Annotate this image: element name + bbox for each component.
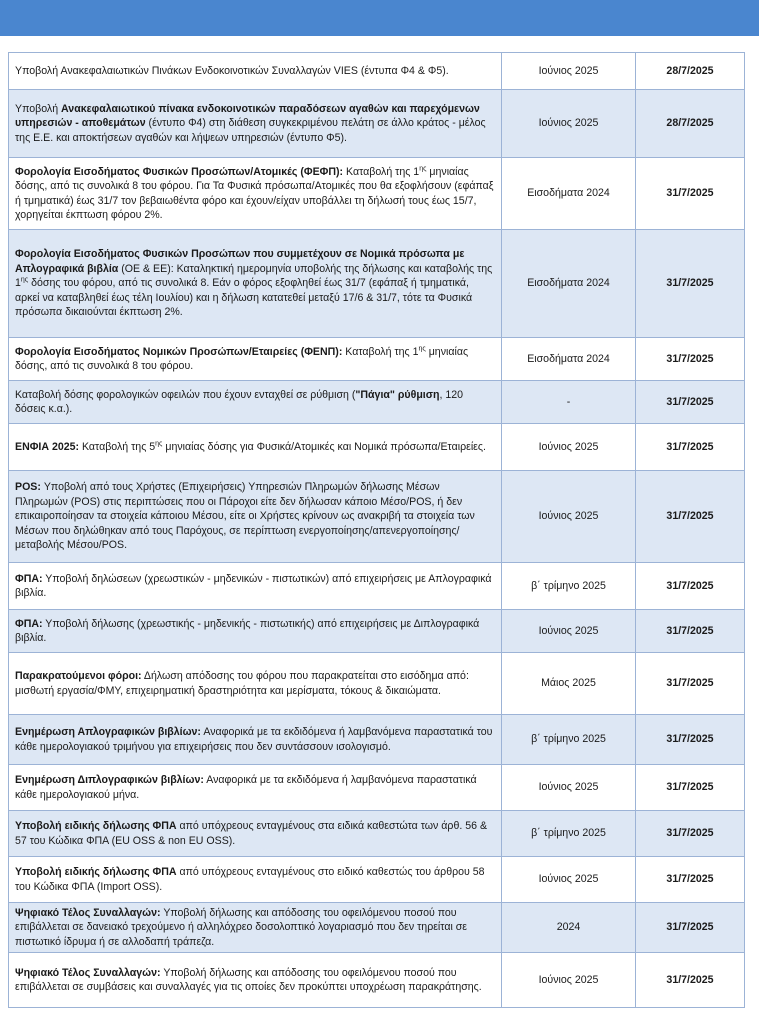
obligation-description xyxy=(9,857,502,903)
text-segment: Καταβολή δόσης φορολογικών οφειλών που έχουν ενταχθεί σε ρύθμιση ( xyxy=(15,388,356,401)
table-row xyxy=(9,953,745,1008)
deadline-date: 31/7/2025 xyxy=(636,765,745,811)
table-row xyxy=(9,230,745,338)
obligation-description xyxy=(9,158,502,230)
obligation-description xyxy=(9,471,502,563)
bold-text: Υποβολή ειδικής δήλωσης ΦΠΑ xyxy=(15,866,177,879)
bold-text: Ψηφιακό Τέλος Συναλλαγών: xyxy=(15,906,161,919)
text-segment: Υποβολή δηλώσεων (χρεωστικών - μηδενικών - πιστωτικών) από επιχειρήσεις με Απλογραφικά βιβλία. xyxy=(15,572,492,599)
text-segment: (έντυπο Φ4) στη διάθεση συγκεκριμένου πελάτη σε άλλο κράτος - μέλος της Ε.Ε. και αποκτήσεων αγαθών και λήψεων υπηρεσιών (έντυπο Φ5). xyxy=(15,117,486,144)
reference-period: - xyxy=(502,381,636,424)
table-row xyxy=(9,158,745,230)
text-segment: Υποβολή από τους Χρήστες (Επιχειρήσεις) Υπηρεσιών Πληρωμών δήλωσης Μέσων Πληρωμών (POS) στις περιπτώσεις που οι Πάροχοι είτε δεν δήλωσαν κάποιο Μέσο/POS, ή δεν επικαιροποίησαν τα στοιχεία κάποιου Μέσου, είτε οι Χρήστες κρίνουν ως ανακριβή τα στοιχεία των Μέσων που δηλώθηκαν από τους Παρόχους, σε περίπτωση ενεργοποίησης/απενεργοποίησης/μεταβολής Μέσου/POS. xyxy=(15,481,475,552)
reference-period: Εισοδήματα 2024 xyxy=(502,230,636,338)
bold-text: Φορολογία Εισοδήματος Φυσικών Προσώπων που συμμετέχουν σε Νομικά πρόσωπα με Απλογραφικά βιβλία xyxy=(15,248,465,275)
reference-period: β΄ τρίμηνο 2025 xyxy=(502,563,636,610)
bold-text: Ψηφιακό Τέλος Συναλλαγών: xyxy=(15,966,161,979)
table-row xyxy=(9,857,745,903)
obligation-description xyxy=(9,953,502,1008)
table-row xyxy=(9,811,745,857)
reference-period: Ιούνιος 2025 xyxy=(502,953,636,1008)
obligation-description xyxy=(9,811,502,857)
deadline-date: 31/7/2025 xyxy=(636,811,745,857)
table-body xyxy=(9,53,745,1008)
table-row xyxy=(9,653,745,715)
table-row xyxy=(9,381,745,424)
bold-text: ΦΠΑ: xyxy=(15,617,43,630)
obligation-description xyxy=(9,90,502,158)
text-segment: Υποβολή δήλωσης και απόδοσης του οφειλόμενου ποσού που επιβάλλεται σε δανειακό τρεχούμενο ή αλληλόχρεο δοσολοπτικό λογαριασμό που δεν τηρείται σε πιστωτικό ίδρυμα ή σε αλλοδαπή τράπεζα. xyxy=(15,906,468,948)
deadline-date: 31/7/2025 xyxy=(636,653,745,715)
text-segment: δόσης του φόρου, από τις συνολικά 8. Εάν ο φόρος εξοφληθεί έως 31/7 (εφάπαξ ή τμηματικά, αρκεί να καταβληθεί έως τέλη Ιουλίου) και η δήλωση κατατεθεί μεταξύ 17/6 & 31/7, τότε τα Φυσικά πρόσωπα δικαιούνται έκπτωση 2%. xyxy=(15,277,473,319)
text-segment: μηνιαίας δόσης, από τις συνολικά 8 του φόρου. xyxy=(15,345,469,372)
bold-text: POS: xyxy=(15,481,41,494)
reference-period: Εισοδήματα 2024 xyxy=(502,338,636,381)
bold-text: Παρακρατούμενοι φόροι: xyxy=(15,670,142,683)
deadline-date: 31/7/2025 xyxy=(636,857,745,903)
superscript-text: ης xyxy=(418,345,426,353)
deadline-date: 31/7/2025 xyxy=(636,563,745,610)
tax-deadlines-table xyxy=(8,52,745,1008)
bold-text: Φορολογία Εισοδήματος Νομικών Προσώπων/Εταιρείες (ΦΕΝΠ): xyxy=(15,345,343,358)
reference-period: β΄ τρίμηνο 2025 xyxy=(502,811,636,857)
text-segment: Υποβολή Ανακεφαλαιωτικών Πινάκων Ενδοκοινοτικών Συναλλαγών VIES (έντυπα Φ4 & Φ5). xyxy=(15,64,449,77)
bold-text: Ανακεφαλαιωτικού πίνακα ενδοκοινοτικών παραδόσεων αγαθών και παρεχόμενων υπηρεσιών - αποθεμάτων xyxy=(15,102,480,130)
text-segment: Καταβολή της 1 xyxy=(342,345,419,358)
table-row xyxy=(9,765,745,811)
table-row xyxy=(9,471,745,563)
superscript-text: ης xyxy=(419,165,427,173)
reference-period: 2024 xyxy=(502,903,636,953)
obligation-description xyxy=(9,230,502,338)
text-segment: από υπόχρεους ενταγμένους στο ειδικό καθεστώς του άρθρου 58 του Κώδικα ΦΠΑ (Import OSS). xyxy=(15,866,485,893)
text-segment: (ΟΕ & ΕΕ): Καταληκτική ημερομηνία υποβολής της δήλωσης και καταβολής της 1 xyxy=(15,262,493,290)
reference-period: Ιούνιος 2025 xyxy=(502,53,636,90)
deadline-date: 31/7/2025 xyxy=(636,381,745,424)
obligation-description xyxy=(9,381,502,424)
obligation-description xyxy=(9,715,502,765)
deadline-date: 31/7/2025 xyxy=(636,610,745,653)
reference-period: Ιούνιος 2025 xyxy=(502,424,636,471)
table-row xyxy=(9,90,745,158)
reference-period: Μάιος 2025 xyxy=(502,653,636,715)
text-segment: Υποβολή δήλωσης και απόδοσης του οφειλόμενου ποσού που επιβάλλεται σε συμβάσεις και συναλλαγές για τις οποίες δεν προκύπτει υποχρέωση παρακράτησης. xyxy=(15,966,482,993)
deadline-date: 28/7/2025 xyxy=(636,53,745,90)
reference-period: Ιούνιος 2025 xyxy=(502,610,636,653)
deadline-date: 31/7/2025 xyxy=(636,903,745,953)
reference-period: β΄ τρίμηνο 2025 xyxy=(502,715,636,765)
superscript-text: ης xyxy=(155,440,163,448)
deadline-date: 28/7/2025 xyxy=(636,90,745,158)
table-row xyxy=(9,563,745,610)
bold-text: ΕΝΦΙΑ 2025: xyxy=(15,440,80,453)
obligation-description xyxy=(9,53,502,90)
bold-text: "Πάγια" ρύθμιση xyxy=(355,388,440,401)
text-segment: μηνιαίας δόσης για Φυσικά/Ατομικές και Νομικά πρόσωπα/Εταιρείες. xyxy=(162,440,486,453)
obligation-description xyxy=(9,903,502,953)
reference-period: Ιούνιος 2025 xyxy=(502,90,636,158)
table-row xyxy=(9,715,745,765)
deadline-date: 31/7/2025 xyxy=(636,230,745,338)
obligation-description xyxy=(9,424,502,471)
bold-text: Ενημέρωση Απλογραφικών βιβλίων: xyxy=(15,726,201,739)
text-segment: Καταβολή της 5 xyxy=(79,440,156,453)
table-row xyxy=(9,338,745,381)
header-bar xyxy=(0,0,759,36)
text-segment: από υπόχρεους ενταγμένους στα ειδικά καθεστώτα των άρθ. 56 & 57 του Κώδικα ΦΠΑ (EU OSS & non EU OSS). xyxy=(15,820,488,847)
deadline-date: 31/7/2025 xyxy=(636,338,745,381)
deadline-date: 31/7/2025 xyxy=(636,424,745,471)
obligation-description xyxy=(9,610,502,653)
text-segment: μηνιαίας δόσης, από τις συνολικά 8 του φόρου. Για Τα Φυσικά πρόσωπα/Ατομικές που θα εξοφλήσουν (εφάπαξ ή τμηματικά) έως 31/7 τον βεβαιωθέντα φόρο και έχουν/είχαν υποβάλλει τη δήλωσή τους έως 15/7, χορηγείται έκπτωση φόρου 2%. xyxy=(15,165,494,221)
text-segment: Αναφορικά με τα εκδιδόμενα ή λαμβανόμενα παραστατικά του κάθε ημερολογιακού τριμήνου για επιχειρήσεις που δεν συντάσσουν ισολογισμό. xyxy=(15,726,493,753)
bold-text: ΦΠΑ: xyxy=(15,572,43,585)
text-segment: , 120 δόσεις κ.α.). xyxy=(15,388,464,415)
obligation-description xyxy=(9,765,502,811)
text-segment: Αναφορικά με τα εκδιδόμενα ή λαμβανόμενα παραστατικά κάθε ημερολογιακού μήνα. xyxy=(15,774,477,801)
reference-period: Ιούνιος 2025 xyxy=(502,857,636,903)
table-row xyxy=(9,53,745,90)
bold-text: Υποβολή ειδικής δήλωσης ΦΠΑ xyxy=(15,820,177,833)
bold-text: Ενημέρωση Διπλογραφικών βιβλίων: xyxy=(15,774,204,787)
table-row xyxy=(9,610,745,653)
text-segment: Υποβολή xyxy=(15,102,62,115)
reference-period: Ιούνιος 2025 xyxy=(502,471,636,563)
reference-period: Εισοδήματα 2024 xyxy=(502,158,636,230)
obligation-description xyxy=(9,653,502,715)
deadline-date: 31/7/2025 xyxy=(636,953,745,1008)
text-segment: Υποβολή δήλωσης (χρεωστικής - μηδενικής - πιστωτικής) από επιχειρήσεις με Διπλογραφικά βιβλία. xyxy=(15,617,480,644)
reference-period: Ιούνιος 2025 xyxy=(502,765,636,811)
deadline-date: 31/7/2025 xyxy=(636,471,745,563)
superscript-text: ης xyxy=(20,276,29,284)
text-segment: Δήλωση απόδοσης του φόρου που παρακρατείται στο εισόδημα από: μισθωτή εργασία/ΦΜΥ, επιχειρηματική δραστηριότητα και μερίσματα, τόκους & δικαιώματα. xyxy=(15,670,469,697)
text-segment: Καταβολή της 1 xyxy=(343,165,420,178)
deadline-date: 31/7/2025 xyxy=(636,715,745,765)
table-row xyxy=(9,903,745,953)
obligation-description xyxy=(9,563,502,610)
table-row xyxy=(9,424,745,471)
deadline-date: 31/7/2025 xyxy=(636,158,745,230)
bold-text: Φορολογία Εισοδήματος Φυσικών Προσώπων/Ατομικές (ΦΕΦΠ): xyxy=(15,165,344,178)
obligation-description xyxy=(9,338,502,381)
